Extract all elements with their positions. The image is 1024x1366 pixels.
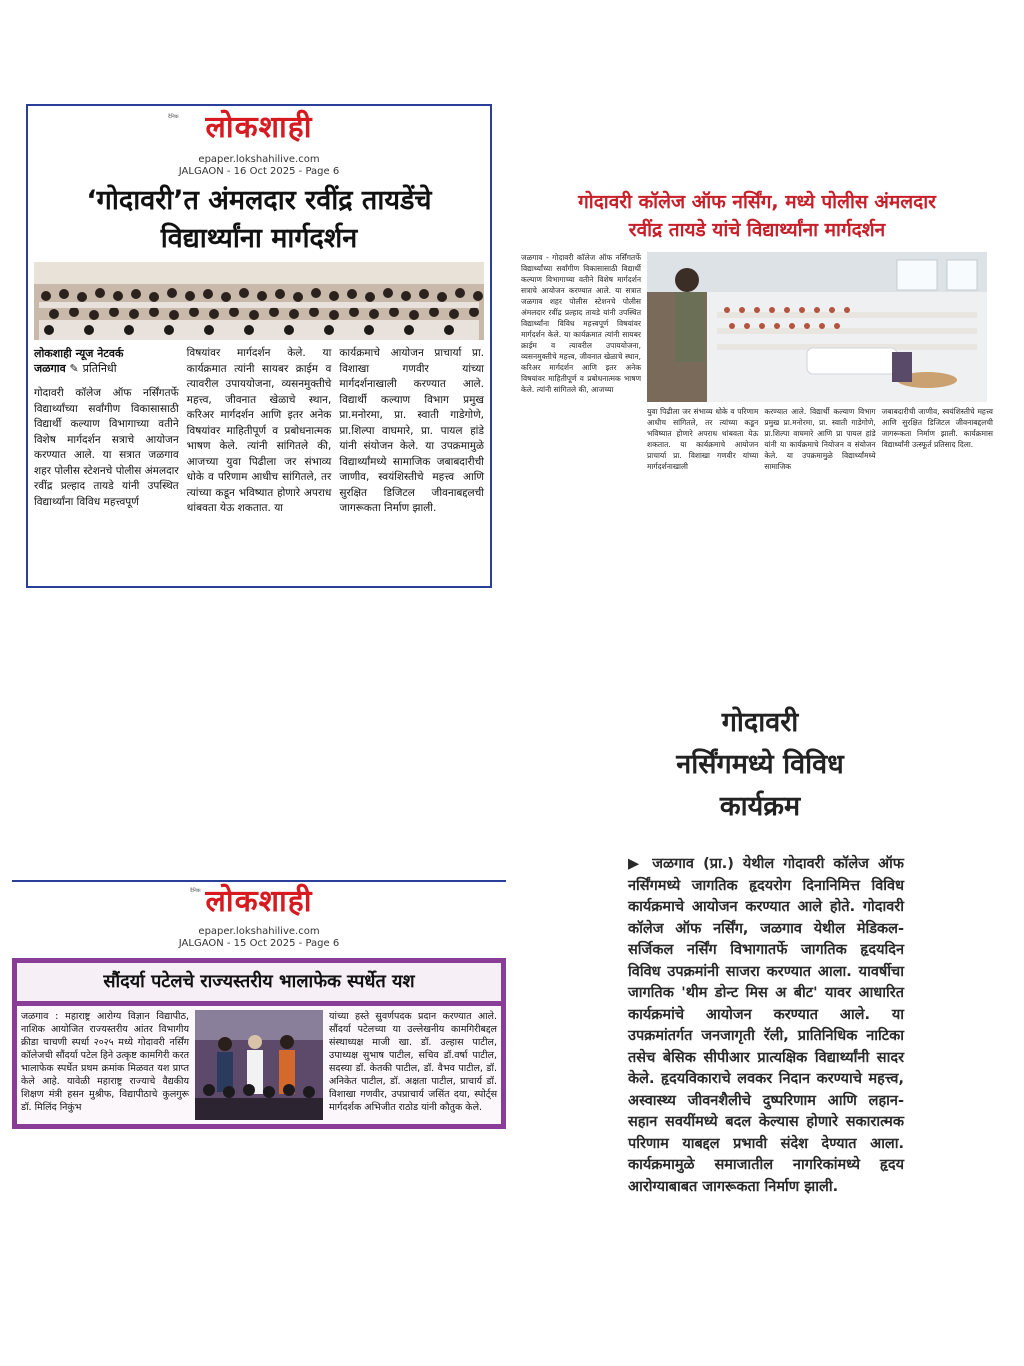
news-clipping-2 <box>517 182 997 508</box>
news-clipping-4 <box>600 690 920 1366</box>
pen-icon: ✎ <box>69 362 79 375</box>
article-columns <box>28 346 490 517</box>
article-text: विषयांवर मार्गदर्शन केले. या कार्यक्रमात त्यांनी सायबर क्राईम व त्यावरील उपाययोजना, व्यसनमुक्तीचे महत्त्व, जीवनात खेळाचे स्थान, करिअर मार्गदर्शन आणि इतर अनेक विषयांवर माहितीपूर्ण व प्रबोधनात्मक भाषण केले. त्यांनी सांगितले की, आजच्या युवा पिढीला जर संभाव्य धोके व परिणाम आधीच सांगितले, तर त्यांच्या कडून भविष्यात होणारे अपराध थांबवता येऊ शकतात. या <box>186 347 332 514</box>
headline: सौंदर्या पटेलचे राज्यस्तरीय भालाफेक स्पर्धेत यश <box>17 958 501 1006</box>
article-text: ▶ जळगाव (प्रा.) येथील गोदावरी कॉलेज ऑफ नर्सिंगमध्ये जागतिक हृदयरोग दिनानिमित्त विविध कार्यक्रमाचे आयोजन करण्यात आले होते. गोदावरी कॉलेज ऑफ नर्सिंग, जळगाव येथील मेडिकल-सर्जिकल नर्सिंग विभागातर्फे जागतिक हृदयदिन विविध उपक्रमांनी साजरा करण्यात आला. यावर्षीचा जागतिक 'थीम डोन्ट मिस अ बीट' यावर आधारित कार्यक्रमांचे आयोजन करण्यात आले. या उपक्रमांतर्गत जनजागृती रॅली, प्रातिनिधिक नाटिका तसेच बेसिक सीपीआर प्रात्यक्षिक विद्यार्थ्यांनी सादर केले. हृदयविकाराचे लवकर निदान करण्याचे महत्त्व, अस्वास्थ्य जीवनशैलीचे दुष्परिणाम आणि लहान-सहान सवयींमध्ये बदल केल्यास होणारे सकारात्मक परिणाम याबद्दल प्रभावी संदेश देण्यात आला. कार्यक्रमामुळे समाजातील नागरिकांमध्ये हृदय आरोग्याबाबत जागरूकता निर्माण झाली. <box>628 856 904 1195</box>
byline: लोकशाही न्यूज नेटवर्क जळगाव ✎ प्रतिनिधी <box>34 347 124 375</box>
masthead-kicker: दैनिक <box>168 114 179 120</box>
article-column-b: करण्यात आले. विद्यार्थी कल्याण विभाग प्रमुख प्रा.मनोरमा, प्रा. स्वाती गाडेगोणे, प्रा.शिल्पा वाघमारे आणि प्रा पायल हांडे यांनी या कार्यक्रमाचे नियोजन व संयोजन केले. या उपक्रमामुळे विद्यार्थ्यांमध्ये सामाजिक <box>764 407 876 471</box>
article-column-2: यांच्या हस्ते सुवर्णपदक प्रदान करण्यात आले. सौंदर्या पटेलच्या या उल्लेखनीय कामगिरीबद्दल संस्थाध्यक्ष माजी खा. डॉ. उल्हास पाटील, उपाध्यक्ष सुभाष पाटील, सचिव डॉ.वर्षा पाटील, सदस्या डॉ. केतकी पाटील, डॉ. वैभव पाटील, डॉ. अनिकेत पाटील, डॉ. अक्षता पाटील, प्राचार्य डॉ. विशाखा गणवीर, उपप्राचार्य जसिंत दया, स्पोर्ट्स मार्गदर्शक अभिजीत राठोड यांनी कौतुक केले. <box>329 1011 497 1113</box>
masthead-block <box>28 112 490 154</box>
masthead-logo: लोकशाही <box>205 884 313 919</box>
group-photo <box>34 262 484 340</box>
article-column-1 <box>34 346 179 517</box>
article-column-c: जबाबदारीची जाणीव, स्वयंशिस्तीचे महत्त्व आणि सुरक्षित डिजिटल जीवनाबद्दलची जागरूकता निर्माण झाली. कार्यक्रमास विद्यार्थ्यांनी उत्स्फूर्त प्रतिसाद दिला. <box>881 407 993 449</box>
article-column-3 <box>339 346 484 517</box>
headline: गोदावरी कॉलेज ऑफ नर्सिंग, मध्ये पोलीस अंमलदार रवींद्र तायडे यांचे विद्यार्थ्यांना मार्गदर्शन <box>578 191 936 241</box>
masthead-logo: लोकशाही <box>205 110 313 145</box>
event-photo <box>647 252 993 402</box>
article-body <box>17 1006 501 1124</box>
article-top <box>517 244 997 402</box>
article-bottom <box>517 402 997 472</box>
epaper-url: epaper.lokshahilive.com <box>198 154 320 165</box>
article-column-1: जळगाव : महाराष्ट्र आरोग्य विज्ञान विद्यापीठ, नाशिक आयोजित राज्यस्तरीय आंतर विभागीय क्रीडा चाचणी स्पर्धा २०२५ मध्ये गोदावरी नर्सिंग कॉलेजची सौंदर्या पटेल हिने उत्कृष्ट कामगिरी करत भालाफेक स्पर्धेत प्रथम क्रमांक मिळवत यश प्राप्त केले आहे. यावेळी महाराष्ट्र राज्याचे वैद्यकीय शिक्षण मंत्री हसन मुश्रीफ, विद्यापीठाचे कुलगुरू डॉ. मिलिंद निकुंभ <box>21 1011 189 1113</box>
edition-info: JALGAON - 16 Oct 2025 - Page 6 <box>178 166 340 177</box>
article-column-2 <box>187 346 332 517</box>
edition-info: JALGAON - 15 Oct 2025 - Page 6 <box>178 938 340 949</box>
headline: गोदावरी नर्सिंगमध्ये विविध कार्यक्रम <box>676 707 844 822</box>
lecture-hall-photo-graphic <box>647 252 987 402</box>
news-clipping-1 <box>26 104 492 588</box>
award-photo <box>195 1010 323 1120</box>
article-column-a: युवा पिढीला जर संभाव्य धोके व परिणाम आधीच सांगितले, तर त्यांच्या कडून भविष्यात होणारे अपराध थांबवता येऊ शकतात. या कार्यक्रमाचे आयोजन प्राचार्या प्रा. विशाखा गणवीर यांच्या मार्गदर्शनाखाली <box>647 407 759 471</box>
article-box <box>12 958 506 1129</box>
epaper-url: epaper.lokshahilive.com <box>198 926 320 937</box>
audience-photo-graphic <box>34 262 484 340</box>
article-text: गोदावरी कॉलेज ऑफ नर्सिंगतर्फे विद्यार्थ्यांच्या सर्वांगीण विकासासाठी विद्यार्थी कल्याण विभागाच्या वतीने विशेष मार्गदर्शन सत्राचे आयोजन करण्यात आले. या सत्रात जळगाव शहर पोलीस स्टेशनचे पोलीस अंमलदार रवींद्र प्रल्हाद तायडे यांनी उपस्थित विद्यार्थ्यांना विविध महत्त्वपूर्ण <box>34 387 179 508</box>
masthead-block <box>12 886 506 926</box>
article-column-left: जळगाव - गोदावरी कॉलेज ऑफ नर्सिंगतर्फे विद्यार्थ्यांच्या सर्वांगीण विकासासाठी विद्यार्थी कल्याण विभागाच्या वतीने विशेष मार्गदर्शन सत्राचे आयोजन करण्यात आले. या सत्रात जळगाव शहर पोलीस स्टेशनचे पोलीस अंमलदार रवींद्र प्रल्हाद तायडे यांनी उपस्थित विद्यार्थ्यांना विविध महत्त्वपूर्ण विषयांवर मार्गदर्शन केले. या कार्यक्रमात त्यांनी सायबर क्राईम व त्यावरील उपाययोजना, व्यसनमुक्तीचे महत्त्व, जीवनात खेळाचे स्थान, करिअर मार्गदर्शन आणि इतर अनेक विषयांवर माहितीपूर्ण व प्रबोधनात्मक भाषण केले. त्यांनी सांगितले की, आजच्या <box>521 253 641 394</box>
masthead-kicker: दैनिक <box>190 888 201 894</box>
news-clipping-3 <box>12 880 506 1156</box>
headline: ‘गोदावरी’त अंमलदार रवींद्र तायडेंचे विद्यार्थ्यांना मार्गदर्शन <box>86 185 432 254</box>
article-text: कार्यक्रमाचे आयोजन प्राचार्या प्रा. विशाखा गणवीर यांच्या मार्गदर्शनाखाली करण्यात आले. विद्यार्थी कल्याण विभाग प्रमुख प्रा.मनोरमा, प्रा. स्वाती गाडेगोणे, प्रा.शिल्पा वाघमारे, प्रा. पायल हांडे यांनी संयोजन केले. या उपक्रमामुळे विद्यार्थ्यांमध्ये सामाजिक जबाबदारीची जाणीव, स्वयंशिस्तीचे महत्त्व आणि सुरक्षित डिजिटल जीवनाबद्दलची जागरूकता निर्माण झाली. <box>339 347 485 514</box>
award-ceremony-photo-graphic <box>195 1010 323 1120</box>
